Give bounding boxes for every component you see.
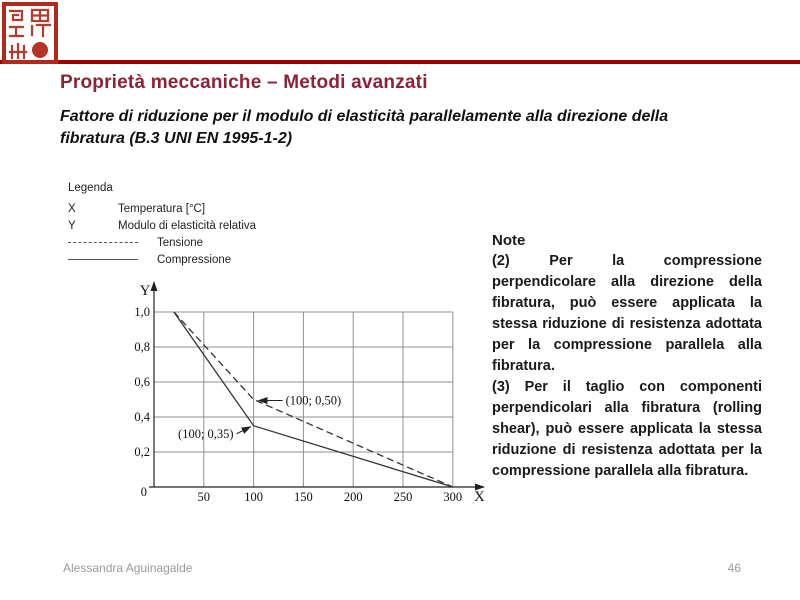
note-paragraph: (3) Per il taglio con componenti perpendicolari alla fibratura (rolling shear), può essere applicata la stessa riduzione di resistenza adottata per la compressione parallela alla fibratura. <box>492 379 762 479</box>
chart-canvas <box>60 270 500 515</box>
x-tick-label: 100 <box>244 490 263 504</box>
x-tick-label: 300 <box>443 490 463 504</box>
y-tick-label: 1,0 <box>134 305 150 319</box>
point-annotation: (100; 0,35) <box>178 426 234 441</box>
note-paragraphs <box>492 251 762 482</box>
header-accent-line <box>0 60 800 64</box>
note-paragraph: (2) Per la compressione perpendicolare alla direzione della fibratura, può essere applicata la stessa riduzione di resistenza adottata per la compressione parallela alla fibratura. <box>492 253 762 374</box>
x-tick-label: 200 <box>343 490 363 504</box>
origin-label: 0 <box>140 485 147 499</box>
y-tick-label: 0,8 <box>134 340 150 354</box>
x-tick-label: 150 <box>294 490 313 504</box>
legend-title: Legenda <box>68 182 113 194</box>
legend-entry <box>68 200 348 217</box>
point-annotation: (100; 0,50) <box>285 393 342 408</box>
legend-label: Compressione <box>157 253 232 266</box>
y-tick-label: 0,2 <box>134 445 150 459</box>
footer-author: Alessandra Aguinagalde <box>63 561 193 575</box>
note-block <box>492 230 762 482</box>
annotation-leader-arrow <box>237 427 251 434</box>
y-axis-letter: Y <box>139 283 151 299</box>
y-tick-label: 0,6 <box>134 375 150 389</box>
legend-label: Modulo di elasticità relativa <box>118 219 257 232</box>
note-heading: Note <box>492 232 526 249</box>
footer-page-number: 46 <box>727 561 741 575</box>
legend-entry <box>68 217 348 234</box>
legend-entry <box>68 251 348 268</box>
dashed-line-sample <box>68 242 138 243</box>
x-tick-label: 250 <box>393 490 413 504</box>
page-subtitle: Fattore di riduzione per il modulo di elasticità parallelamente alla direzione della fibratura (B.3 UNI EN 1995-1-2) <box>60 108 669 148</box>
y-tick-label: 0,4 <box>134 410 150 424</box>
legend-entries <box>68 200 348 268</box>
seal-stamp-logo <box>2 2 58 64</box>
page-title: Proprietà meccaniche – Metodi avanzati <box>60 72 428 93</box>
legend-key: X <box>68 202 76 215</box>
x-axis-letter: X <box>474 489 485 505</box>
chart-legend <box>68 182 348 268</box>
legend-label: Temperatura [°C] <box>118 202 206 215</box>
stamp-blob <box>32 42 48 58</box>
solid-line-sample <box>68 259 138 260</box>
reduction-factor-chart <box>60 270 500 515</box>
legend-entry <box>68 234 348 251</box>
legend-key: Y <box>68 219 76 232</box>
x-tick-label: 50 <box>197 490 211 504</box>
legend-label: Tensione <box>157 236 204 249</box>
